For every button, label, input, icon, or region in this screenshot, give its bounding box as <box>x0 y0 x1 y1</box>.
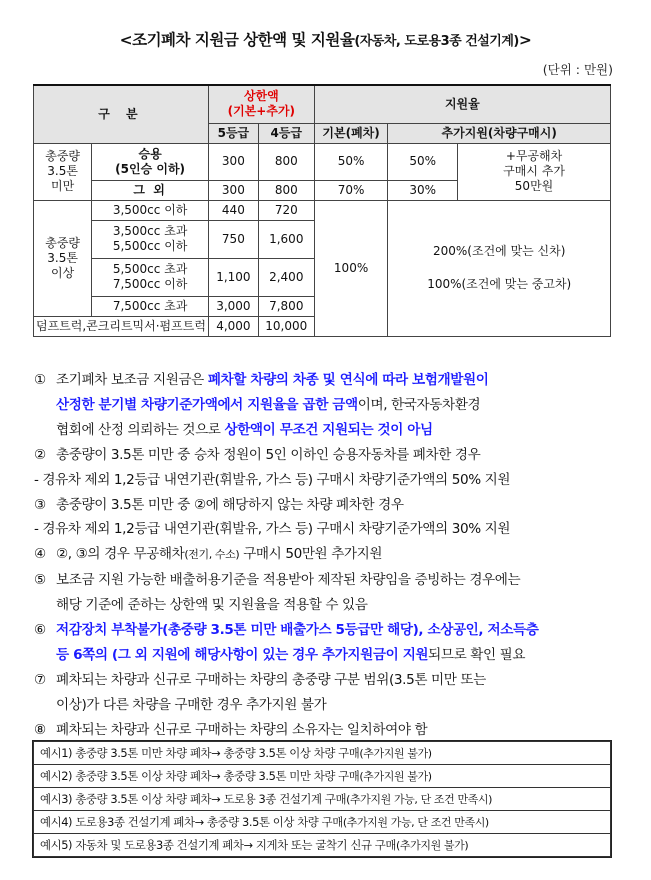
over35-extra <box>388 200 611 336</box>
note-3-num: ③ <box>34 496 46 513</box>
example-4 <box>34 811 611 834</box>
note-6-emph-b: 등 6쪽의 (그 외 지원에 해당사항이 있는 경우 추가지원금이 지원 <box>56 646 429 663</box>
note-1-emph-b: 폐차할 차량의 차종 및 연식에 따라 보험개발원이 <box>207 372 489 388</box>
over35-row-1-label1: 3,500cc 이하 <box>112 202 188 217</box>
note-7-line-2: 이상)가 다른 차량을 구매한 경우 추가지원 불가 <box>56 696 327 713</box>
examples-box <box>33 741 611 857</box>
group-under35: 총중량 3.5톤 미만 <box>34 143 92 200</box>
note-1-line-1 <box>34 368 619 393</box>
note-7-text-a: 폐차되는 차량과 신규로 구매하는 차량의 총중량 구분 범위(3.5톤 미만 또는 <box>56 671 486 688</box>
passenger-label <box>92 143 209 180</box>
example-3-main: 예시3) 총중량 3.5톤 이상 차량 폐차→ 도로용 3종 건설기계 구매 <box>40 792 347 806</box>
dump-g5: 4,000 <box>208 316 258 336</box>
note-1-line-3 <box>34 418 619 443</box>
header-cap <box>208 85 314 123</box>
example-2-main: 예시2) 총중량 3.5톤 이상 차량 폐차→ 총중량 3.5톤 미만 차량 구매 <box>40 769 360 783</box>
note-6-num: ⑥ <box>34 622 46 639</box>
example-5-note: (추가지원 불가) <box>396 839 469 852</box>
note-2-text: 총중량이 3.5톤 미만 중 승차 정원이 5인 이하인 승용자동차를 폐차한 경우 <box>56 446 481 463</box>
header-cap-sub: (기본+추가) <box>227 104 296 119</box>
passenger-extra: 50% <box>388 143 458 180</box>
other-basic: 70% <box>314 180 388 200</box>
note-3 <box>34 493 619 518</box>
over35-row-2-label1: 3,500cc 초과 <box>112 224 188 238</box>
header-extra: 추가지원(차량구매시) <box>388 123 611 143</box>
note-4-num: ④ <box>34 546 46 563</box>
example-1-main: 예시1) 총중량 3.5톤 미만 차량 폐차→ 총중량 3.5톤 이상 차량 구매 <box>40 746 360 760</box>
over35-basic: 100% <box>314 200 388 336</box>
example-1 <box>34 742 611 765</box>
example-4-main: 예시4) 도로용3종 건설기계 폐차→ 총중량 3.5톤 이상 차량 구매 <box>40 815 343 829</box>
note-1-emph-c: 산정한 분기별 차량기준가액에서 지원율을 곱한 금액 <box>56 396 358 413</box>
note-1-num: ① <box>34 372 46 388</box>
over35-row-1-g4: 720 <box>258 200 314 220</box>
passenger-g4: 800 <box>258 143 314 180</box>
over35-row-3-label2: 7,500cc 이하 <box>112 277 188 291</box>
passenger-label-main: 승용 <box>138 146 162 161</box>
note-6-line-2 <box>34 643 619 668</box>
note-4-text-c: 구매시 50만원 추가지원 <box>239 546 383 563</box>
example-5 <box>34 834 611 857</box>
over35-row-3-label1: 5,500cc 초과 <box>112 262 188 276</box>
note-5-line-1 <box>34 568 619 593</box>
page-title <box>0 28 651 50</box>
dump-label: 덤프트럭,콘크리트믹서·펌프트럭 <box>34 316 209 336</box>
over35-row-2-g4: 1,600 <box>258 220 314 258</box>
note-1-text-d: 이며, 한국자동차환경 <box>357 396 481 413</box>
bonus-line-2: 구매시 추가 <box>503 164 565 178</box>
note-4-text-a: ②, ③의 경우 무공해차 <box>56 546 185 563</box>
note-4 <box>34 542 619 568</box>
over35-row-4-label <box>92 296 209 316</box>
over35-row-1-g5: 440 <box>208 200 258 220</box>
note-6-line-1 <box>34 618 619 643</box>
over35-row-2-label2: 5,500cc 이하 <box>112 239 188 253</box>
other-g5: 300 <box>208 180 258 200</box>
example-2 <box>34 765 611 788</box>
other-extra: 30% <box>388 180 458 200</box>
note-8 <box>34 718 619 743</box>
unit-label: (단위 : 만원) <box>542 62 613 77</box>
note-4-text-b: (전기, 수소) <box>184 548 240 562</box>
over35-extra-new: 200%(조건에 맞는 신차) <box>432 244 566 258</box>
note-1-emph-f: 상한액이 무조건 지원되는 것이 아님 <box>224 421 433 438</box>
over35-row-4-g4: 7,800 <box>258 296 314 316</box>
passenger-basic: 50% <box>314 143 388 180</box>
note-1-text-a: 조기폐차 보조금 지원금은 <box>56 372 208 388</box>
note-3-text: 총중량이 3.5톤 미만 중 ②에 해당하지 않는 차량 폐차한 경우 <box>56 496 404 513</box>
over35-row-4-label1: 7,500cc 초과 <box>112 298 188 313</box>
passenger-label-sub: (5인승 이하) <box>115 161 186 176</box>
header-cap-title: 상한액 <box>243 89 279 104</box>
over35-row-2-label <box>92 220 209 258</box>
note-8-num: ⑧ <box>34 721 46 738</box>
title-close: > <box>518 31 532 49</box>
bonus-cell <box>458 143 611 200</box>
bonus-line-3: 50만원 <box>514 179 554 193</box>
over35-row-3-g4: 2,400 <box>258 258 314 296</box>
title-main: <조기폐차 지원금 상한액 및 지원율 <box>119 31 355 49</box>
note-5-num: ⑤ <box>34 572 46 589</box>
dump-g4: 10,000 <box>258 316 314 336</box>
note-3-dash: - 경유차 제외 1,2등급 내연기관(휘발유, 가스 등) 구매시 차량기준가액의 30% 지원 <box>34 521 511 538</box>
note-2 <box>34 443 619 468</box>
note-5-line-2: 해당 기준에 준하는 상한액 및 지원율을 적용할 수 있음 <box>56 597 368 614</box>
header-category: 구 분 <box>34 85 209 143</box>
note-1-text-e: 협회에 산정 의뢰하는 것으로 <box>56 421 225 438</box>
over35-row-3-g5: 1,100 <box>208 258 258 296</box>
note-2-num: ② <box>34 446 46 463</box>
example-2-note: (추가지원 불가) <box>359 770 432 783</box>
passenger-g5: 300 <box>208 143 258 180</box>
title-sub: (자동차, 도로용3종 건설기계) <box>354 34 519 49</box>
header-grade4: 4등급 <box>258 123 314 143</box>
over35-row-3-label <box>92 258 209 296</box>
note-5-text-a: 보조금 지원 가능한 배출허용기준을 적용받아 제작된 차량임을 증빙하는 경우에는 <box>56 572 521 589</box>
over35-row-4-g5: 3,000 <box>208 296 258 316</box>
example-3 <box>34 788 611 811</box>
other-label: 그 외 <box>92 180 209 200</box>
header-basic: 기본(폐차) <box>314 123 388 143</box>
bonus-line-1: +무공해차 <box>505 149 563 163</box>
note-2-dash: - 경유차 제외 1,2등급 내연기관(휘발유, 가스 등) 구매시 차량기준가액의 50% 지원 <box>34 471 511 488</box>
header-grade5: 5등급 <box>208 123 258 143</box>
group-over35: 총중량 3.5톤 이상 <box>34 200 92 316</box>
over35-row-2-g5: 750 <box>208 220 258 258</box>
over35-row-1-label <box>92 200 209 220</box>
note-8-text: 폐차되는 차량과 신규로 구매하는 차량의 소유자는 일치하여야 함 <box>56 721 428 738</box>
note-7-num: ⑦ <box>34 671 46 688</box>
header-rate: 지원율 <box>314 85 610 123</box>
notes <box>34 368 619 743</box>
note-6-emph-a: 저감장치 부착불가(총중량 3.5톤 미만 배출가스 5등급만 해당), 소상공인, 저소득층 <box>56 622 539 639</box>
note-1-line-2 <box>34 393 619 418</box>
note-7-line-1 <box>34 668 619 693</box>
note-6-text-c: 되므로 확인 필요 <box>428 646 526 663</box>
example-4-note: (추가지원 가능, 단 조건 만족시) <box>342 816 489 829</box>
example-1-note: (추가지원 불가) <box>359 747 432 760</box>
example-3-note: (추가지원 가능, 단 조건 만족시) <box>346 793 493 806</box>
over35-extra-used: 100%(조건에 맞는 중고차) <box>427 277 572 291</box>
example-5-main: 예시5) 자동차 및 도로용3종 건설기계 폐차→ 지게차 또는 굴착기 신규 구매 <box>40 838 396 852</box>
subsidy-table <box>33 84 611 337</box>
other-g4: 800 <box>258 180 314 200</box>
